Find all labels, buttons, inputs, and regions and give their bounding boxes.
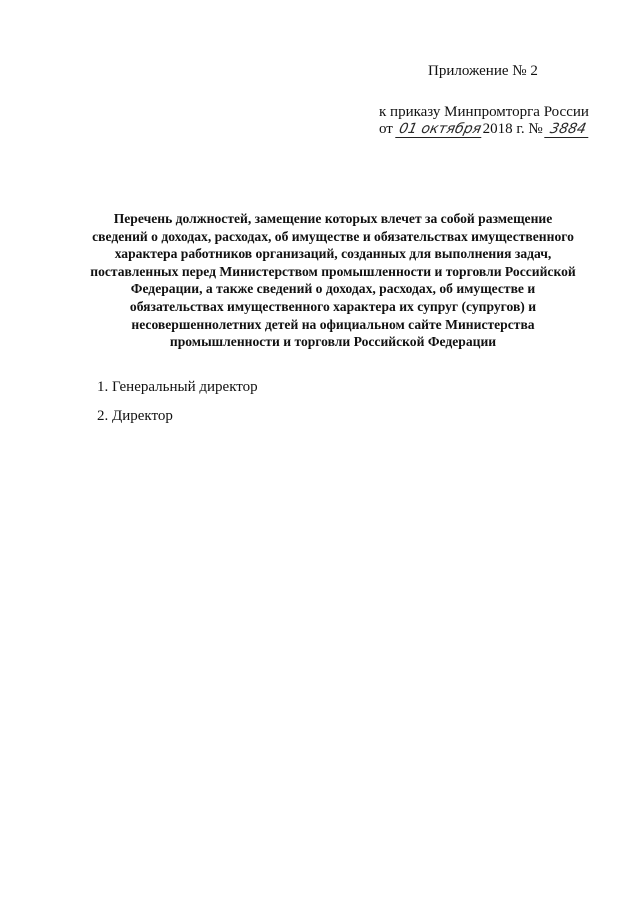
heading-line: Федерации, а также сведений о доходах, расходах, об имуществе и — [130, 281, 536, 297]
handwritten-order-number: 3884 — [545, 121, 593, 138]
heading-line: поставленных перед Министерством промышленности и торговли Российской — [90, 263, 576, 279]
order-reference: к приказу Минпромторга России — [379, 104, 589, 120]
order-date-number-line — [379, 121, 590, 138]
order-from-prefix: от — [379, 121, 393, 137]
heading-line: сведений о доходах, расходах, об имуществе и обязательствах имущественного — [92, 228, 574, 244]
position-item-director: 2. Директор — [97, 408, 173, 424]
position-item-general-director: 1. Генеральный директор — [97, 379, 258, 395]
heading-line: Перечень должностей, замещение которых влечет за собой размещение — [113, 211, 553, 226]
order-year: 2018 г. № — [482, 121, 543, 137]
heading-line: характера работников организаций, созданных для выполнения задач, — [114, 246, 552, 262]
positions-list — [97, 380, 258, 438]
heading-line: обязательствах имущественного характера их супруг (супругов) и — [129, 298, 537, 314]
appendix-title: Приложение № 2 — [428, 63, 538, 79]
heading-line: несовершеннолетних детей на официальном сайте Министерства — [131, 316, 535, 332]
handwritten-order-date: 01 октября — [395, 121, 485, 138]
heading-line: промышленности и торговли Российской Федерации — [169, 334, 497, 350]
document-heading — [58, 210, 608, 351]
